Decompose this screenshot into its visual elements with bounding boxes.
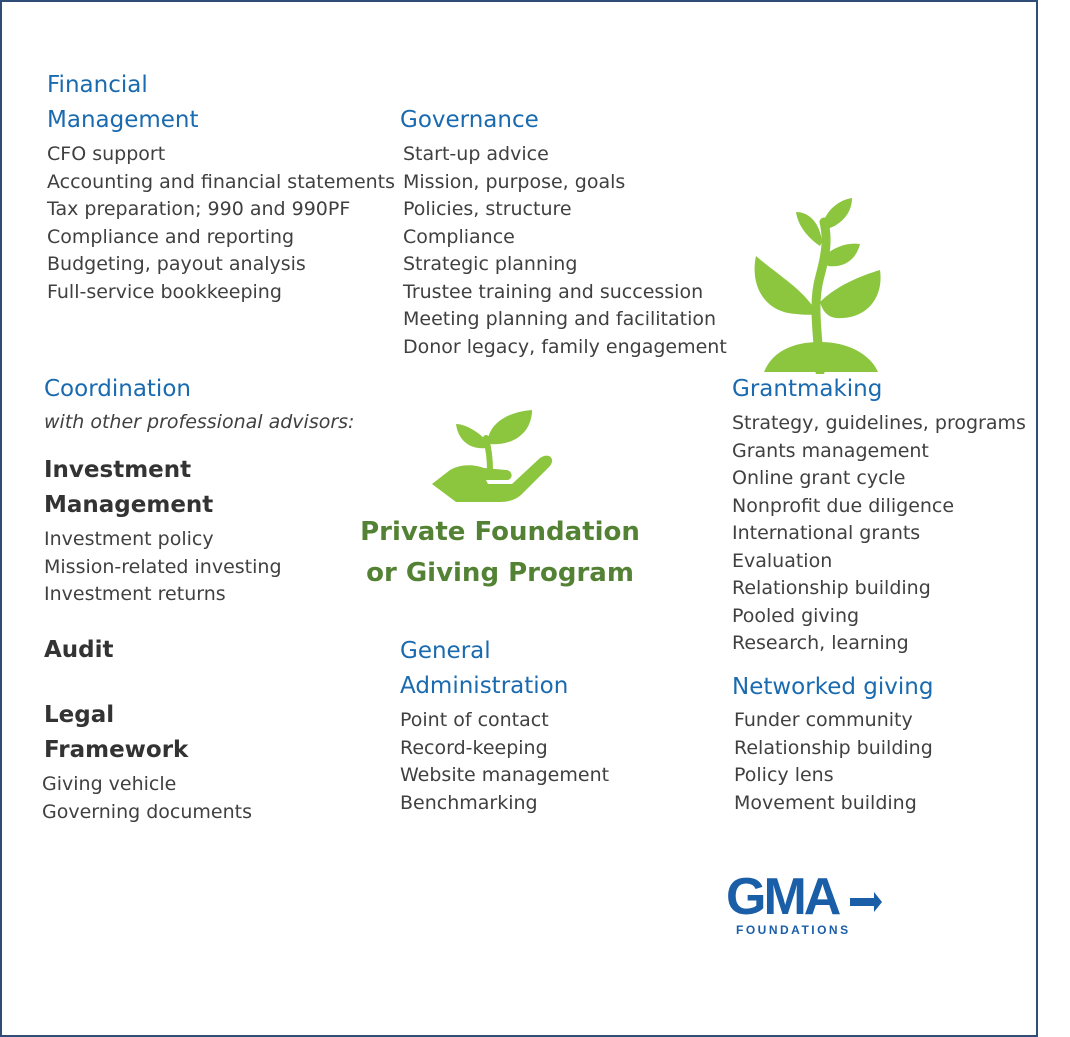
list-item: Trustee training and succession xyxy=(403,280,704,303)
list-item: Nonprofit due diligence xyxy=(732,494,955,517)
logo-wordmark: GMA xyxy=(726,868,839,926)
financial-heading-line1: Financial xyxy=(47,72,148,98)
grantmaking-heading: Grantmaking xyxy=(732,376,883,402)
investment-heading-line2: Management xyxy=(44,492,214,518)
list-item: Investment returns xyxy=(44,583,226,605)
gma-foundations-logo xyxy=(722,868,882,940)
list-item: Research, learning xyxy=(732,632,909,654)
list-item: Strategic planning xyxy=(403,253,578,275)
investment-heading-line1: Investment xyxy=(44,457,192,483)
list-item: Start-up advice xyxy=(403,143,549,165)
list-item: Relationship building xyxy=(734,736,933,759)
list-item: International grants xyxy=(732,522,921,544)
list-item: Investment policy xyxy=(44,528,214,550)
investment-list xyxy=(44,526,282,609)
grantmaking-list xyxy=(732,410,1026,658)
sprout-icon xyxy=(748,194,888,374)
coordination-subheading: with other professional advisors: xyxy=(44,411,355,433)
list-item: Pooled giving xyxy=(732,604,860,627)
logo-tagline: FOUNDATIONS xyxy=(736,923,851,937)
financial-list xyxy=(47,141,395,306)
audit-section xyxy=(44,633,114,668)
list-item: Strategy, guidelines, programs xyxy=(732,412,1026,434)
center-title xyxy=(350,512,650,594)
networked-giving-section xyxy=(732,670,933,817)
legal-section xyxy=(44,698,252,826)
legal-heading-line1: Legal xyxy=(44,702,115,728)
list-item: Website management xyxy=(400,764,610,786)
list-item: Mission, purpose, goals xyxy=(403,170,626,193)
list-item: Funder community xyxy=(734,709,913,731)
audit-heading: Audit xyxy=(44,637,114,663)
legal-list xyxy=(42,771,252,826)
list-item: Governing documents xyxy=(42,800,252,823)
legal-heading-line2: Framework xyxy=(44,737,189,763)
hand-sprout-icon xyxy=(428,408,558,504)
list-item: Tax preparation; 990 and 990PF xyxy=(47,198,351,220)
list-item: CFO support xyxy=(47,143,166,165)
list-item: Grants management xyxy=(732,439,929,462)
general-admin-heading-line2: Administration xyxy=(400,673,569,699)
grantmaking-section xyxy=(732,372,1026,658)
list-item: Benchmarking xyxy=(400,791,538,814)
center-title-line2: or Giving Program xyxy=(366,558,634,588)
list-item: Movement building xyxy=(734,791,917,814)
coordination-section xyxy=(44,372,354,437)
governance-list xyxy=(403,141,727,361)
list-item: Compliance and reporting xyxy=(47,225,295,248)
list-item: Evaluation xyxy=(732,549,833,572)
list-item: Giving vehicle xyxy=(42,773,177,795)
list-item: Point of contact xyxy=(400,709,549,731)
list-item: Donor legacy, family engagement xyxy=(403,335,727,358)
networked-heading: Networked giving xyxy=(732,674,934,700)
list-item: Meeting planning and facilitation xyxy=(403,308,717,330)
general-admin-list xyxy=(400,707,609,817)
list-item: Online grant cycle xyxy=(732,467,906,489)
list-item: Policies, structure xyxy=(403,198,572,220)
governance-section xyxy=(400,103,727,361)
list-item: Accounting and financial statements xyxy=(47,170,396,193)
general-admin-section xyxy=(400,634,609,817)
list-item: Budgeting, payout analysis xyxy=(47,253,306,275)
coordination-heading: Coordination xyxy=(44,376,191,402)
list-item: Mission-related investing xyxy=(44,555,282,578)
list-item: Policy lens xyxy=(734,764,834,786)
list-item: Record-keeping xyxy=(400,736,548,759)
investment-section xyxy=(44,453,282,609)
governance-heading: Governance xyxy=(400,107,539,133)
financial-management-section xyxy=(47,68,395,306)
general-admin-heading-line1: General xyxy=(400,638,491,664)
center-title-line1: Private Foundation xyxy=(360,517,640,547)
networked-list xyxy=(734,707,933,817)
list-item: Compliance xyxy=(403,225,515,248)
list-item: Full-service bookkeeping xyxy=(47,280,282,303)
logo-arrow-icon xyxy=(850,892,882,912)
list-item: Relationship building xyxy=(732,577,931,599)
financial-heading-line2: Management xyxy=(47,107,199,133)
